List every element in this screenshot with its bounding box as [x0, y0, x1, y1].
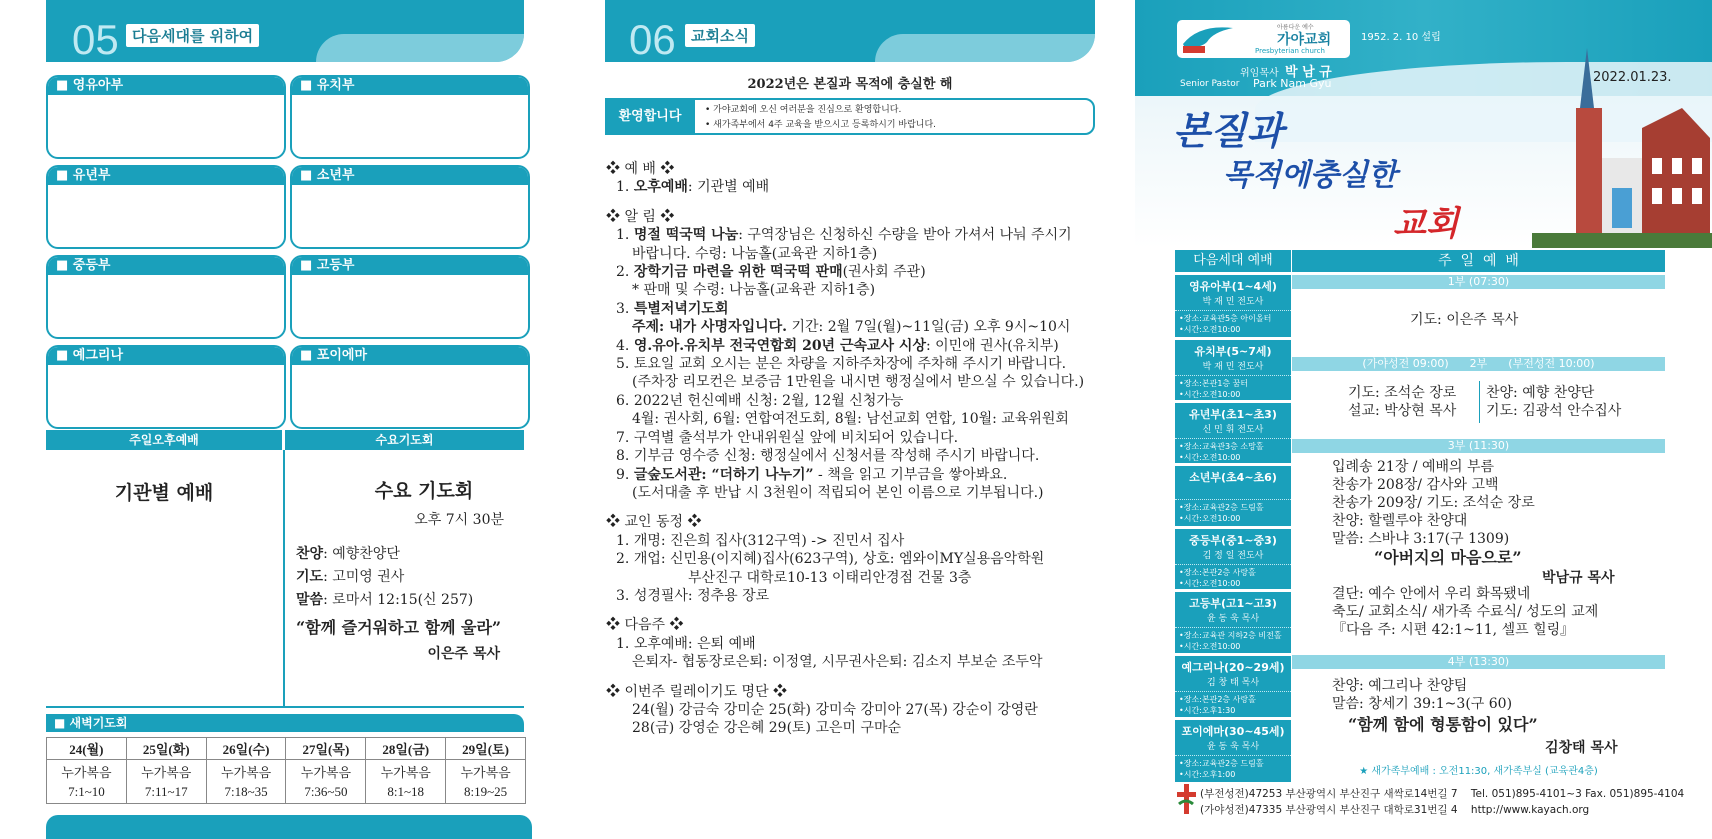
box-kinder [290, 75, 530, 159]
group-leader: 윤 동 욱 목사 [1206, 742, 1260, 752]
group-cell [1175, 529, 1291, 589]
service-line: 찬양: 할렐루야 찬양대 [1332, 513, 1468, 529]
announcement-line: ❖ 이번주 릴레이기도 명단 ❖ [606, 683, 788, 700]
next-gen-header: 다음세대 예배 [1175, 250, 1291, 272]
box-yegrina [46, 345, 286, 429]
box-high [290, 255, 530, 339]
group-detail: •장소:본관2층 사랑홀 [1175, 564, 1291, 578]
announcement-line: 6. 2022년 헌신예배 신청: 2월, 12월 신청가능 [616, 392, 904, 409]
table-cell: 28일(금) [366, 738, 446, 760]
section-number: 05 [72, 16, 119, 62]
table-cell: 26일(수) [206, 738, 286, 760]
box-label: ■ 예그리나 [48, 347, 284, 365]
group-detail: •시간:오후1:30 [1179, 706, 1236, 715]
announcement-line: 5. 토요일 교회 오시는 분은 차량을 지하주차장에 주차해 주시기 바랍니다. [616, 356, 1067, 373]
announcement-line: (도서대출 후 반납 시 3천원이 적립되어 본인 이름으로 기부됩니다.) [632, 484, 1044, 501]
announcement-line: 바랍니다. 수령: 나눔홀(교육관 지하1층) [632, 245, 878, 262]
group-leader: 박 재 민 전도사 [1202, 297, 1264, 307]
service-line: 기도: 조석순 장로 [1348, 385, 1457, 401]
group-name: 유치부(5~7세) [1194, 345, 1272, 358]
service-line: 『다음 주: 시편 42:1~11, 셀프 힐링』 [1332, 622, 1575, 638]
group-detail: •장소:본관2층 사랑홀 [1175, 691, 1291, 705]
box-label: ■ 유년부 [48, 167, 284, 185]
section-header-06 [605, 0, 1095, 62]
announcement-line: 4. 영.유아.유치부 전국연합회 20년 근속교사 시상: 이민애 권사(유치부) [616, 337, 1059, 354]
table-cell: 27일(목) [286, 738, 366, 760]
group-detail: •장소:교육관2층 드림홀 [1175, 499, 1291, 513]
service2-right [1486, 384, 1621, 420]
announcement-line: ❖ 예 배 ❖ [606, 161, 675, 177]
table-row [47, 760, 526, 804]
service4-preacher: 김창태 목사 [1545, 740, 1618, 756]
logo-small: 아름다운 예수 [1277, 24, 1314, 31]
service-line: 설교: 박상현 목사 [1348, 403, 1457, 419]
service-line: 기도: 김광석 안수집사 [1486, 403, 1622, 419]
wed-details [296, 543, 522, 612]
service2-header: (가야성전 09:00) 2부 (부전성전 10:00) [1292, 357, 1665, 371]
box-middle [46, 255, 286, 339]
group-leader: 김 창 태 목사 [1206, 678, 1260, 688]
group-cell [1175, 340, 1291, 400]
announcement-line: 1. 개명: 진은희 집사(312구역) -> 진민서 집사 [616, 532, 905, 549]
header-stripe [316, 34, 524, 62]
box-label: ■ 고등부 [292, 257, 528, 275]
group-detail: •장소:본관1층 꿈터 [1175, 375, 1291, 389]
sunday-pm-header: 주일오후예배 [46, 430, 282, 450]
group-cell [1175, 466, 1291, 526]
announcement-line: 은퇴자- 협동장로은퇴: 이정열, 시무권사은퇴: 김소지 부보순 조두악 [632, 654, 1043, 671]
pastor-name: 박 남 규 [1285, 65, 1332, 80]
section-number: 06 [629, 16, 676, 62]
welcome-line: • 새가족부에서 4주 교육을 받으시고 등록하시기 바랍니다. [705, 120, 937, 130]
divider [283, 450, 285, 706]
divider [1479, 381, 1480, 423]
service-line: 찬송가 209장/ 기도: 조석순 장로 [1332, 495, 1535, 511]
announcement-line: 주제: 내가 사명자입니다. 기간: 2월 7일(월)~11일(금) 오후 9시~10시 [632, 319, 1071, 336]
group-cell [1175, 275, 1291, 337]
service-line: 말씀: 스바냐 3:17(구 1309) [1332, 531, 1510, 547]
service-line: 찬송가 208장/ 감사와 고백 [1332, 477, 1499, 493]
service-line: 찬양: 예그리나 찬양팀 [1332, 678, 1468, 694]
group-detail: •시간:오전10:00 [1179, 325, 1241, 334]
wed-sermon: “함께 즐거워하고 함께 울라” [296, 618, 502, 637]
service3-sermon: “아버지의 마음으로” [1374, 548, 1522, 567]
group-detail: •시간:오전10:00 [1179, 514, 1241, 523]
dove-icon [1179, 22, 1237, 56]
announcement-line: 28(금) 강영순 강은혜 29(토) 고은미 구마순 [632, 720, 902, 737]
pastor-en: Park Nam Gyu [1253, 77, 1332, 90]
box-elementary-low [46, 165, 286, 249]
group-cell [1175, 592, 1291, 653]
group-leader: 박 재 민 전도사 [1202, 362, 1264, 372]
announcement-line [606, 197, 1136, 208]
service-line: 찬양: 예향 찬양단 [1486, 385, 1595, 401]
cover-hero [1135, 0, 1712, 248]
wednesday-service [296, 476, 522, 663]
announcement-line: * 판매 및 수령: 나눔홀(교육관 지하1층) [632, 282, 876, 299]
table-cell: 25일(화) [126, 738, 206, 760]
section-title: 다음세대를 위하여 [126, 24, 259, 47]
slogan-part1: 본질과 [1173, 108, 1284, 153]
announcement-line: 7. 구역별 출석부가 안내위원실 앞에 비치되어 있습니다. [616, 429, 959, 446]
logo-en: Presbyterian church [1255, 47, 1325, 55]
welcome-text [705, 103, 936, 133]
group-name: 포이에마(30~45세) [1181, 725, 1285, 738]
service-line: 기도: 이은주 목사 [1410, 312, 1519, 328]
table-cell: 누가복음 8:19~25 [446, 760, 526, 804]
welcome-label: 환영합니다 [605, 98, 695, 135]
group-leader [1175, 485, 1291, 496]
cover-date: 2022.01.23. [1593, 70, 1672, 85]
divider [46, 706, 524, 708]
group-leader: 신 민 휘 전도사 [1202, 425, 1264, 435]
group-name: 영유아부(1~4세) [1189, 280, 1277, 293]
service2-left [1348, 384, 1456, 420]
section-title: 교회소식 [685, 24, 755, 47]
announcement-line: 24(월) 강금숙 강미순 25(화) 강미숙 강미아 27(목) 강순이 강영란 [632, 701, 1038, 718]
announcement-line: 3. 특별저녁기도회 [616, 300, 729, 317]
table-cell: 누가복음 7:36~50 [286, 760, 366, 804]
announcements [606, 160, 1136, 738]
group-detail: •장소:교육관 지하2층 비전홀 [1175, 627, 1291, 641]
group-detail: •장소:교육관2층 드림홀 [1175, 755, 1291, 769]
logo-name: 가야교회 [1277, 32, 1332, 48]
box-youngbaby [46, 75, 286, 159]
service3-order [1332, 458, 1535, 548]
dawn-prayer-table [46, 737, 526, 804]
table-cell: 29일(토) [446, 738, 526, 760]
group-cell [1175, 720, 1291, 782]
table-cell: 누가복음 8:1~18 [366, 760, 446, 804]
service-line: 입례송 21장 / 예배의 부름 [1332, 459, 1495, 475]
box-elementary-high [290, 165, 530, 249]
box-label: ■ 중등부 [48, 257, 284, 275]
newcomer-note: ★ 새가족부예배 : 오전11:30, 새가족부실 (교육관4층) [1359, 766, 1598, 777]
announcement-line: 1. 오후예배: 기관별 예배 [616, 179, 770, 196]
wed-title: 수요 기도회 [374, 480, 474, 502]
logo-box [1177, 20, 1350, 58]
announcement-line: 3. 성경필사: 정추용 장로 [616, 587, 770, 604]
announcement-line [606, 605, 1136, 616]
service1-header: 1부 (07:30) [1292, 275, 1665, 289]
sunday-service-header: 주 일 예 배 [1292, 250, 1665, 272]
box-label: ■ 영유아부 [48, 77, 284, 95]
announcement-line [606, 502, 1136, 513]
service3-header: 3부 (11:30) [1292, 439, 1665, 453]
group-cell [1175, 403, 1291, 463]
wed-time: 오후 7시 30분 [414, 512, 504, 528]
table-cell: 누가복음 7:1~10 [47, 760, 127, 804]
service3-preacher: 박남규 목사 [1542, 570, 1615, 586]
group-name: 유년부(초1~초3) [1189, 408, 1277, 421]
group-name: 중등부(중1~중3) [1189, 534, 1277, 547]
group-detail: •시간:오전10:00 [1179, 579, 1241, 588]
group-detail: •시간:오전10:00 [1179, 453, 1241, 462]
welcome-box [605, 98, 1095, 135]
service-line: 말씀: 창세기 39:1~3(구 60) [1332, 696, 1513, 712]
box-label: ■ 소년부 [292, 167, 528, 185]
service4-header: 4부 (13:30) [1292, 655, 1665, 669]
welcome-line: • 가야교회에 오신 여러분을 진심으로 환영합니다. [705, 105, 902, 115]
wed-preacher: 이은주 목사 [427, 646, 500, 662]
wed-line: 말씀: 로마서 12:15(신 257) [296, 592, 474, 608]
section-header-05 [46, 0, 524, 62]
church-building-icon [1532, 48, 1712, 248]
group-leader: 윤 동 욱 목사 [1206, 614, 1260, 624]
group-cell [1175, 656, 1291, 717]
group-detail: •장소:교육관3층 소망홀 [1175, 438, 1291, 452]
slogan-part3: 교회 [1393, 204, 1459, 244]
wednesday-header: 수요기도회 [285, 430, 524, 450]
announcement-line: ❖ 알 림 ❖ [606, 208, 675, 225]
wed-line: 찬양: 예향찬양단 [296, 546, 400, 562]
table-row [47, 738, 526, 760]
box-poiema [290, 345, 530, 429]
announcement-line: 2. 개업: 신민용(이지혜)집사(623구역), 상호: 엠와이MY실용음악학원 [616, 551, 1045, 568]
service1-prayer [1410, 311, 1518, 329]
service-line: 결단: 예수 안에서 우리 화목됐네 [1332, 586, 1531, 602]
service4-sermon: “함께 함에 형통함이 있다” [1348, 715, 1538, 734]
announcement-line: 9. 글숲도서관: “더하기 나누기” - 책을 읽고 기부금을 쌓아봐요. [616, 466, 1008, 483]
cross-logo-icon [1175, 784, 1197, 814]
header-stripe [875, 34, 1095, 62]
group-detail: •장소:교육관5층 아이올터 [1175, 310, 1291, 324]
group-name: 소년부(초4~초6) [1189, 471, 1277, 484]
box-label: ■ 유치부 [292, 77, 528, 95]
wed-line: 기도: 고미영 권사 [296, 569, 405, 585]
announcement-line: 부산진구 대학로10-13 이태리안경점 건물 3층 [688, 569, 972, 586]
dawn-header: ■ 새벽기도회 [46, 714, 524, 732]
group-detail: •시간:오후1:00 [1179, 770, 1236, 779]
announcement-line: 4월: 권사회, 6월: 연합여전도회, 8월: 남선교회 연합, 10월: 교육위원회 [632, 411, 1069, 428]
announcement-line: ❖ 다음주 ❖ [606, 617, 684, 634]
table-cell: 누가복음 7:18~35 [206, 760, 286, 804]
announcement-line: 1. 오후예배: 은퇴 예배 [616, 635, 756, 652]
pastor-label: 위임목사 [1240, 68, 1279, 79]
table-cell: 24(월) [47, 738, 127, 760]
announcement-line: (주차장 리모컨은 보증금 1만원을 내시면 행정실에서 받으실 수 있습니다.) [632, 374, 1085, 391]
announcement-line [606, 672, 1136, 683]
announcement-line: 1. 명절 떡국떡 나눔: 구역장님은 신청하신 수량을 받아 가셔서 나눠 주시기 [616, 227, 1072, 244]
announcement-line: 8. 기부금 영수증 신청: 행정실에서 신청서를 작성해 주시기 바랍니다. [616, 448, 1040, 465]
group-detail: •시간:오전10:00 [1179, 642, 1241, 651]
announcement-line: ❖ 교인 동정 ❖ [606, 514, 702, 531]
founded: 1952. 2. 10 설립 [1361, 32, 1441, 43]
group-detail: •시간:오전10:00 [1179, 390, 1241, 399]
service4-lines [1332, 677, 1512, 713]
slogan-part2: 목적에충실한 [1223, 158, 1397, 193]
table-cell: 누가복음 7:11~17 [126, 760, 206, 804]
group-name: 고등부(고1~고3) [1189, 597, 1277, 610]
group-leader: 김 정 일 전도사 [1202, 551, 1264, 561]
service3-after [1332, 585, 1598, 639]
annual-theme: 2022년은 본질과 목적에 충실한 해 [747, 77, 953, 92]
announcement-line: 2. 장학기금 마련을 위한 떡국떡 판매(권사회 주관) [616, 264, 926, 281]
group-name: 예그리나(20~29세) [1181, 661, 1285, 674]
address-line-1: (부전성전)47253 부산광역시 부산진구 새싹로14번길 7 Tel. 051)895-4101~3 Fax. 051)895-4104 [1200, 788, 1685, 800]
address-line-2: (가야성전)47335 부산광역시 부산진구 대학로31번길 4 http://www.kayach.org [1200, 804, 1590, 816]
bottom-band [46, 815, 532, 839]
pastor-en-label: Senior Pastor [1180, 79, 1240, 89]
sunday-pm-text: 기관별 예배 [114, 482, 214, 504]
box-label: ■ 포이에마 [292, 347, 528, 365]
service-line: 축도/ 교회소식/ 새가족 수료식/ 성도의 교제 [1332, 604, 1599, 620]
